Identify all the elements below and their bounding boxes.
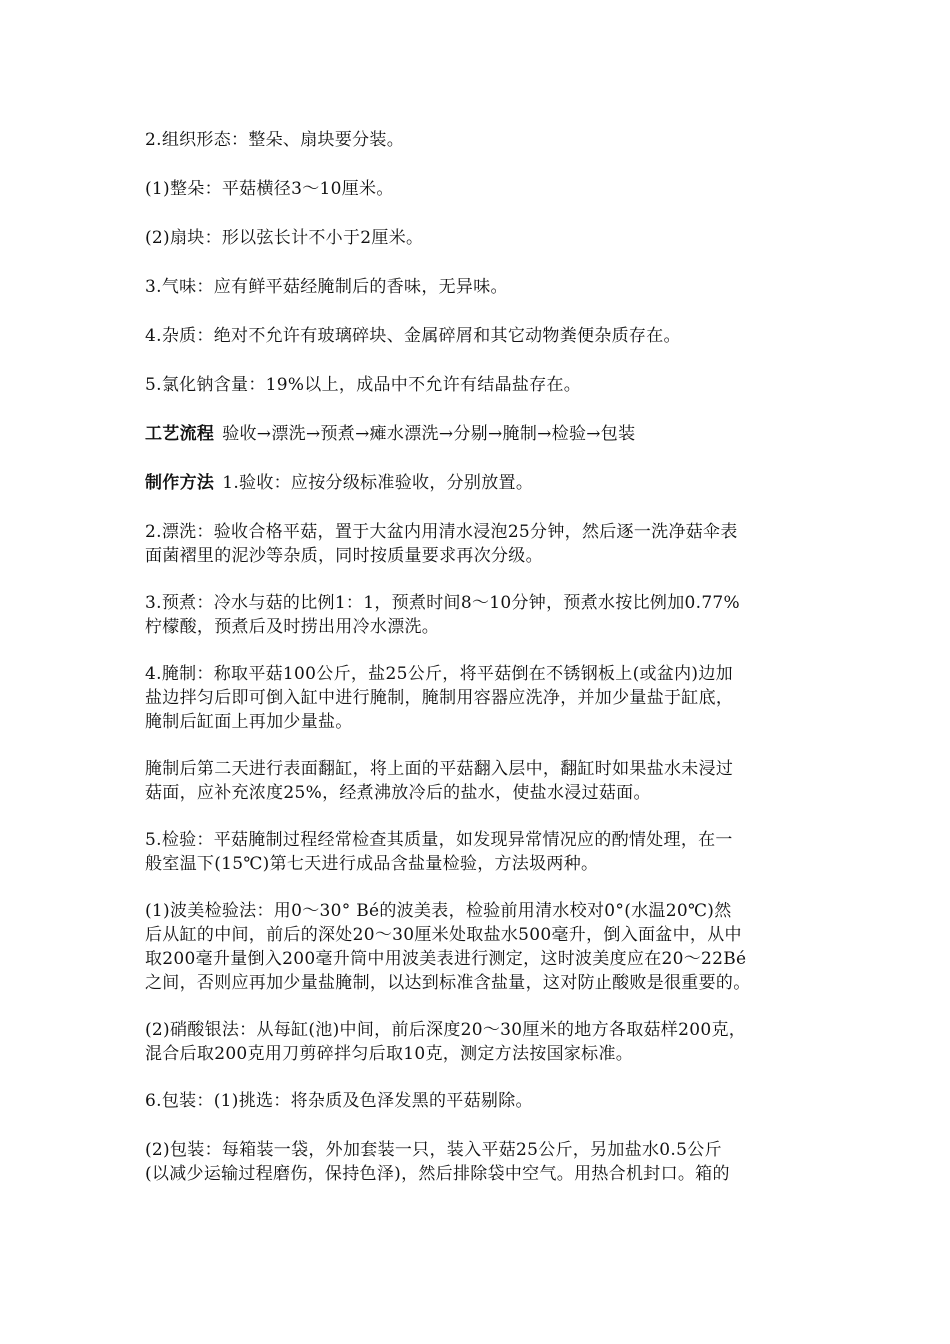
paragraph-line — [145, 686, 810, 710]
paragraph-line — [145, 852, 810, 876]
paragraph-line — [145, 275, 810, 299]
section-heading: 工艺流程 — [145, 424, 215, 444]
body-paragraph — [145, 757, 810, 805]
paragraph-line — [145, 828, 810, 852]
paragraph-line — [145, 324, 810, 348]
line-text: 之间，否则应再加少量盐腌制，以达到标准含盐量，这对防止酸败是很重要的。 — [145, 973, 751, 993]
body-paragraph — [145, 373, 810, 397]
line-text: 取200毫升量倒入200毫升筒中用波美表进行测定，这时波美度应在20～22Bé — [145, 949, 747, 969]
line-text: (1)波美检验法：用0～30° Bé的波美表，检验前用清水校对0°(水温20℃)然 — [145, 901, 732, 921]
line-text: (2)硝酸银法：从每缸(池)中间，前后深度20～30厘米的地方各取菇样200克， — [145, 1020, 747, 1040]
line-text: 2.组织形态：整朵、扇块要分装。 — [145, 130, 405, 150]
paragraph-line — [145, 1138, 810, 1162]
section-heading: 制作方法 — [145, 473, 215, 493]
line-text: 4.腌制：称取平菇100公斤，盐25公斤，将平菇倒在不锈钢板上(或盆内)边加 — [145, 664, 733, 684]
paragraph-line — [145, 662, 810, 686]
line-text: 混合后取200克用刀剪碎拌匀后取10克，测定方法按国家标准。 — [145, 1044, 634, 1064]
paragraph-line — [145, 591, 810, 615]
document-body — [145, 128, 810, 1209]
paragraph-line — [145, 373, 810, 397]
body-paragraph — [145, 1018, 810, 1066]
paragraph-line — [145, 615, 810, 639]
line-text: 菇面，应补充浓度25%，经煮沸放冷后的盐水，使盐水浸过菇面。 — [145, 783, 651, 803]
line-text: 1.验收：应按分级标准验收，分别放置。 — [222, 473, 534, 493]
paragraph-line — [145, 128, 810, 152]
body-paragraph — [145, 1138, 810, 1186]
paragraph-line — [145, 544, 810, 568]
line-text: 3.预煮：冷水与菇的比例1：1，预煮时间8～10分钟，预煮水按比例加0.77% — [145, 593, 741, 613]
line-text: 6.包装：(1)挑选：将杂质及色泽发黑的平菇剔除。 — [145, 1091, 533, 1111]
line-text: 后从缸的中间，前后的深处20～30厘米处取盐水500毫升，倒入面盆中，从中 — [145, 925, 742, 945]
line-text: (1)整朵：平菇横径3～10厘米。 — [145, 179, 394, 199]
paragraph-line — [145, 226, 810, 250]
body-paragraph — [145, 275, 810, 299]
line-text: 5.氯化钠含量：19%以上，成品中不允许有结晶盐存在。 — [145, 375, 582, 395]
paragraph-line — [145, 781, 810, 805]
section-paragraph — [145, 471, 810, 495]
section-paragraph — [145, 422, 810, 446]
line-text: 腌制后缸面上再加少量盐。 — [145, 712, 353, 732]
line-text: 盐边拌匀后即可倒入缸中进行腌制，腌制用容器应洗净，并加少量盐于缸底， — [145, 688, 734, 708]
body-paragraph — [145, 128, 810, 152]
paragraph-line — [145, 520, 810, 544]
body-paragraph — [145, 828, 810, 876]
paragraph-line — [145, 1042, 810, 1066]
body-paragraph — [145, 226, 810, 250]
line-text: 2.漂洗：验收合格平菇，置于大盆内用清水浸泡25分钟，然后逐一洗净菇伞表 — [145, 522, 738, 542]
paragraph-line — [145, 422, 810, 446]
line-text: 般室温下(15℃)第七天进行成品含盐量检验，方法圾两种。 — [145, 854, 599, 874]
line-text: 5.检验：平菇腌制过程经常检查其质量，如发现异常情况应的酌情处理，在一 — [145, 830, 733, 850]
paragraph-line — [145, 1018, 810, 1042]
body-paragraph — [145, 177, 810, 201]
body-paragraph — [145, 899, 810, 995]
paragraph-line — [145, 757, 810, 781]
line-text: 4.杂质：绝对不允许有玻璃碎块、金属碎屑和其它动物粪便杂质存在。 — [145, 326, 681, 346]
line-text: 腌制后第二天进行表面翻缸，将上面的平菇翻入层中，翻缸时如果盐水未浸过 — [145, 759, 734, 779]
body-paragraph — [145, 662, 810, 734]
paragraph-line — [145, 923, 810, 947]
line-text: (以减少运输过程磨伤，保持色泽)，然后排除袋中空气。用热合机封口。箱的 — [145, 1164, 730, 1184]
paragraph-line — [145, 947, 810, 971]
paragraph-line — [145, 177, 810, 201]
line-text: 柠檬酸，预煮后及时捞出用冷水漂洗。 — [145, 617, 440, 637]
paragraph-line — [145, 710, 810, 734]
paragraph-line — [145, 471, 810, 495]
line-text: 3.气味：应有鲜平菇经腌制后的香味，无异味。 — [145, 277, 508, 297]
paragraph-line — [145, 1089, 810, 1113]
paragraph-line — [145, 899, 810, 923]
body-paragraph — [145, 591, 810, 639]
line-text: 验收→漂洗→预煮→瘫水漂洗→分剔→腌制→检验→包装 — [222, 424, 636, 444]
line-text: (2)包装：每箱装一袋，外加套装一只，装入平菇25公斤，另加盐水0.5公斤 — [145, 1140, 722, 1160]
line-text: 面菌褶里的泥沙等杂质，同时按质量要求再次分级。 — [145, 546, 543, 566]
body-paragraph — [145, 324, 810, 348]
paragraph-line — [145, 971, 810, 995]
line-text: (2)扇块：形以弦长计不小于2厘米。 — [145, 228, 424, 248]
body-paragraph — [145, 520, 810, 568]
paragraph-line — [145, 1162, 810, 1186]
body-paragraph — [145, 1089, 810, 1113]
